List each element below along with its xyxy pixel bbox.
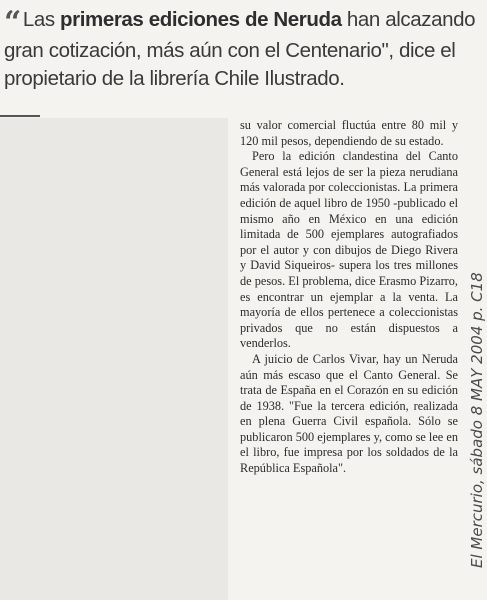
open-quote-mark: “ [4,5,21,40]
pull-quote [4,6,479,93]
blank-photo-area [0,118,228,600]
article-paragraph: Pero la edición clandestina del Canto General está lejos de ser la pieza nerudiana más valorada por coleccionistas. La primera edición de aquel libro de 1950 -publicado el mismo año en México en una edición limitada de 500 ejemplares autografiados por el autor y con dibujos de Diego Rivera y David Siqueiros- supera los tres millones de pesos. El problema, dice Erasmo Pizarro, es encontrar un ejemplar a la venta. La mayoría de ellos pertenece a coleccionistas privados que no están dispuestos a venderlos. [240,149,458,351]
article-paragraph: su valor comercial fluctúa entre 80 mil y 120 mil pesos, dependiendo de su estado. [240,118,458,148]
article-paragraph: A juicio de Carlos Vivar, hay un Neruda aún más escaso que el Canto General. Se trata de España en el Corazón en su edición de 1938. "Fue la tercera edición, realizada en plena Guerra Civil española. Sólo se publicaron 500 ejemplares y, como se lee en el libro, fue impresa por los soldados de la República Española". [240,351,458,476]
pull-quote-rest: han alcazando gran cotización, más aún con el Centenario", dice el propietario de la librería Chile Ilustrado. [4,8,476,90]
pull-quote-lead: Las [22,8,55,31]
handwritten-note-text: El Mercurio, sábado 8 MAY 2004 p. C18 [468,272,486,568]
handwritten-margin-note [466,150,487,570]
section-rule [0,115,40,117]
handwritten-note-graphic [466,150,487,570]
article-column [240,118,458,477]
pull-quote-bold: primeras ediciones de Neruda [60,8,342,31]
